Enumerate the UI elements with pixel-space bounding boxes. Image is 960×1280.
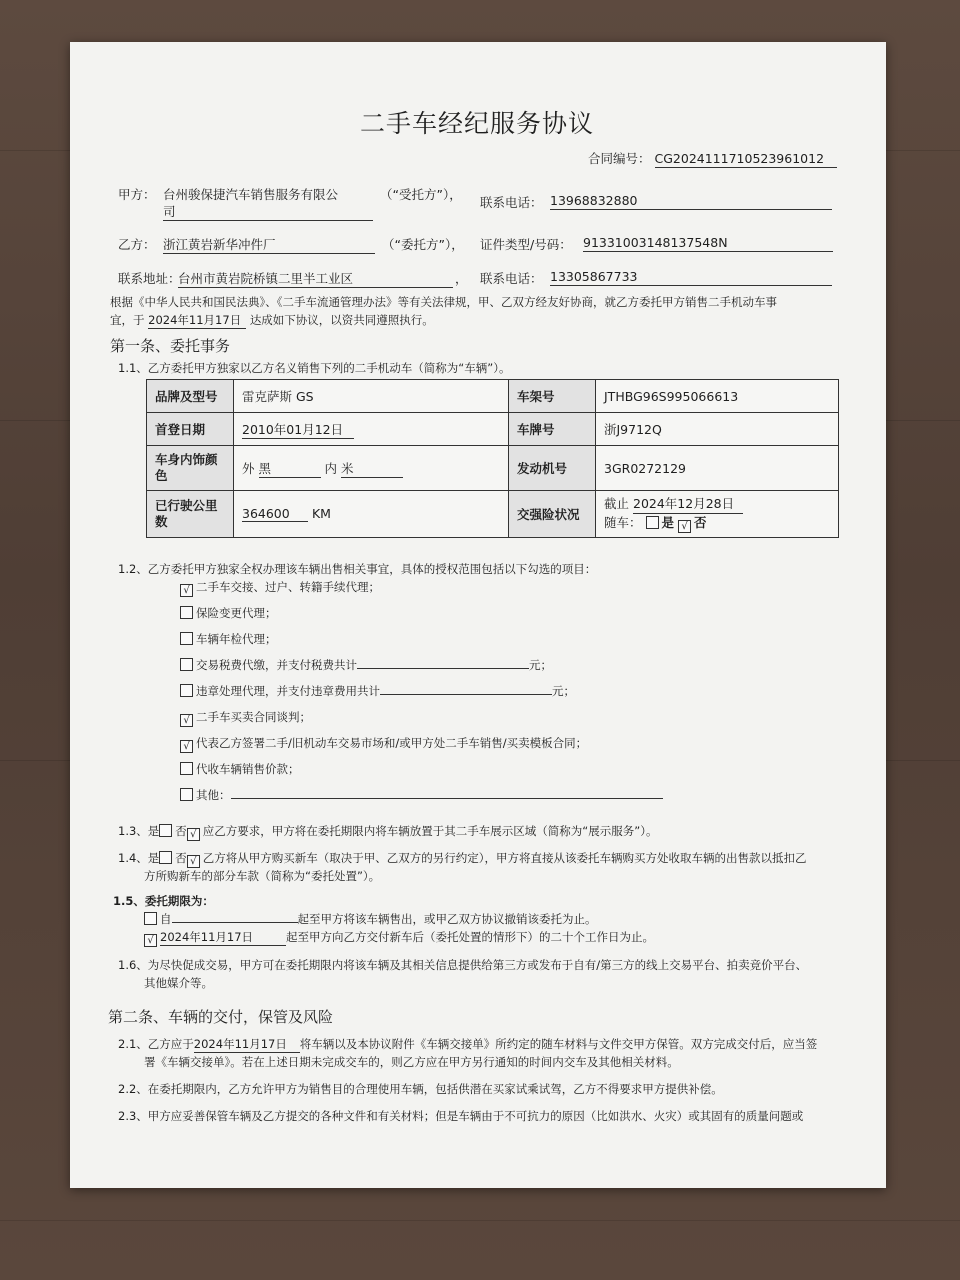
- party-b-role: （“委托方”），: [382, 237, 464, 252]
- item-checkbox[interactable]: √: [180, 714, 193, 727]
- list-item: 其他：: [180, 787, 663, 813]
- clause-1-4-yes-checkbox[interactable]: [159, 851, 172, 864]
- item-checkbox[interactable]: [180, 762, 193, 775]
- delivery-date: 2024年11月17日: [194, 1036, 300, 1053]
- item-checkbox[interactable]: [180, 632, 193, 645]
- contract-page: 二手车经纪服务协议 合同编号： CG2024111710523961012 甲方： 台州骏保捷汽车销售服务有限公 司 （“受托方”）， 联系电话： 13968832880 乙方： 浙江黄岩新华冲件厂 （“委托方”）， 证件类型/号码： 91331003148137548N 联系地址： 台州市黄岩院桥镇二里半工业区 ， 联系电话： 13305867733 根据《中华人民共和国民法典》、《二手车流通管理办法》等有关法律规，甲、乙双方经友好协商，就乙方委托甲方销售二手机动车事 宜，于 2024年11月17日 达成如下协议，以资共同遵照执行。 第一条、委托事务 1.1、乙方委托甲方独家以乙方名义销售下列的二手机动车（简称为“车辆”）。 品牌及型号 雷克萨斯 GS 车架号 JTHBG96S995066613 首登日期 2010年01月12日 车牌号 浙J9712Q 车身内饰颜色 外 黑 内 米 发动机号 3GR0272129 已行驶公里数 364600 KM 交强险状况 截止 2024年12月28日 随车： 是 √ 否 1.2、乙方委托甲方独家全权办理该车辆出售相关事宜，具体的授权范围包括以下勾选的项目： √ 二手车交接、过户、转籍手续代理； 保险变更代理； 车辆年检代理； 交易税费代缴，并支付税费共计 元； 违章处理代理，并支付违章费用共计 元； √ 二手车买卖合同谈判； √ 代表乙方签署二手/旧机动车交易市场和/或甲方处二手车销售/买卖模板合同； 代收车辆销售价款； 其他： 1.3、是 否 √ 应乙方要求，甲方将在委托期限内将车辆放置于其二手车展示区域（简称为“展示服务”）。 1.4、是 否 √ 乙方将从甲方购买新车（取决于甲、乙双方的另行约定），甲方将直接从该委托车辆购买方处收取车辆的出售款以抵扣乙 方所购新车的部分车款（简称为“委托处置”）。 1.5、委托期限为： 自 起至甲方将该车辆售出，或甲乙双方协议撤销该委托为止。 √ 2024年11月17日 起至甲方向乙方交付新车后（委托处置的情形下）的二十个工作日为止。 1.6、为尽快促成交易，甲方可在委托期限内将该车辆及其相关信息提供给第三方或发布于自有/第三方的线上交易平台、拍卖竞价平台、 其他媒介等。 第二条、车辆的交付，保管及风险 2.1、乙方应于2024年11月17日 将车辆以及本协议附件《车辆交接单》所约定的随车材料与文件交甲方保管。双方完成交付后，应当签 署《车辆交接单》。若在上述日期未完成交车的，则乙方应在甲方另行通知的时间内交车及其他相关材料。 2.2、在委托期限内，乙方允许甲方为销售目的合理使用车辆，包括供潜在买家试乘试驾，乙方不得要求甲方提供补偿。 2.3、甲方应妥善保管车辆及乙方提交的各种文件和有关材料；但是车辆由于不可抗力的原因（比如洪水、火灾）或其固有的质量问题或: [70, 42, 886, 1188]
- clause-1-5-title: 1.5、委托期限为：: [113, 894, 214, 908]
- clause-1-4-no-checkbox[interactable]: √: [187, 855, 200, 868]
- item-checkbox[interactable]: [180, 788, 193, 801]
- engine-value: 3GR0272129: [596, 446, 839, 491]
- address-label: 联系地址：: [118, 271, 181, 286]
- party-a-phone: 13968832880: [550, 192, 832, 210]
- clause-1-4: 1.4、是 否 √ 乙方将从甲方购买新车（取决于甲、乙双方的另行约定），甲方将直接从该委托车辆购买方处收取车辆的出售款以抵扣乙: [118, 851, 807, 867]
- table-row: 首登日期 2010年01月12日 车牌号 浙J9712Q: [147, 413, 839, 446]
- list-item: √ 二手车买卖合同谈判；: [180, 709, 663, 735]
- party-a-role: （“受托方”），: [380, 187, 462, 202]
- intro-line-2: 宜，于 2024年11月17日 达成如下协议，以资共同遵照执行。: [110, 313, 434, 327]
- reg-date-value: 2010年01月12日: [242, 420, 354, 439]
- article-1-title: 第一条、委托事务: [110, 337, 231, 355]
- clause-1-6: 1.6、为尽快促成交易，甲方可在委托期限内将该车辆及其相关信息提供给第三方或发布于自有/第三方的线上交易平台、拍卖竞价平台、: [118, 958, 808, 972]
- plate-value: 浙J9712Q: [596, 413, 839, 446]
- list-item: 交易税费代缴，并支付税费共计 元；: [180, 657, 663, 683]
- list-item: 车辆年检代理；: [180, 631, 663, 657]
- interior-color: 米: [341, 459, 403, 478]
- item-checkbox[interactable]: [180, 606, 193, 619]
- clause-2-1: 2.1、乙方应于2024年11月17日 将车辆以及本协议附件《车辆交接单》所约定的随车材料与文件交甲方保管。双方完成交付后，应当签: [118, 1037, 818, 1051]
- clause-1-1: 1.1、乙方委托甲方独家以乙方名义销售下列的二手机动车（简称为“车辆”）。: [118, 361, 511, 375]
- party-b-name: 浙江黄岩新华冲件厂: [163, 236, 375, 254]
- clause-1-6-cont: 其他媒介等。: [144, 976, 213, 990]
- checkbox-yes[interactable]: [646, 516, 659, 529]
- clause-1-4-cont: 方所购新车的部分车款（简称为“委托处置”）。: [144, 869, 381, 883]
- clause-1-2: 1.2、乙方委托甲方独家全权办理该车辆出售相关事宜，具体的授权范围包括以下勾选的项目：: [118, 562, 597, 576]
- party-b-address: 台州市黄岩院桥镇二里半工业区: [178, 270, 453, 288]
- term-start-date: 2024年11月17日: [160, 929, 286, 946]
- list-item: 保险变更代理；: [180, 605, 663, 631]
- party-b-phone-label: 联系电话：: [480, 271, 543, 286]
- table-row: 车身内饰颜色 外 黑 内 米 发动机号 3GR0272129: [147, 446, 839, 491]
- clause-1-5-option-b: √ 2024年11月17日 起至甲方向乙方交付新车后（委托处置的情形下）的二十个工作日为止。: [144, 929, 654, 947]
- party-b-phone: 13305867733: [550, 268, 832, 286]
- list-item: √ 代表乙方签署二手/旧机动车交易市场和/或甲方处二手车销售/买卖模板合同；: [180, 735, 663, 761]
- checkbox-no[interactable]: √: [678, 520, 691, 533]
- party-a-label: 甲方：: [118, 187, 156, 202]
- document-title: 二手车经纪服务协议: [360, 109, 595, 138]
- clause-2-3: 2.3、甲方应妥善保管车辆及乙方提交的各种文件和有关材料；但是车辆由于不可抗力的原因（比如洪水、火灾）或其固有的质量问题或: [118, 1109, 804, 1123]
- vin-value: JTHBG96S995066613: [596, 380, 839, 413]
- vehicle-info-table: [146, 379, 839, 538]
- item-checkbox[interactable]: [180, 684, 193, 697]
- table-row: 已行驶公里数 364600 KM 交强险状况 截止 2024年12月28日 随车： 是 √ 否: [147, 491, 839, 538]
- clause-2-2: 2.2、在委托期限内，乙方允许甲方为销售目的合理使用车辆，包括供潜在买家试乘试驾，乙方不得要求甲方提供补偿。: [118, 1082, 723, 1096]
- party-b-label: 乙方：: [118, 237, 156, 252]
- term-option-a-checkbox[interactable]: [144, 912, 157, 925]
- contract-number-row: 合同编号： CG2024111710523961012: [588, 150, 837, 168]
- contract-number: CG2024111710523961012: [655, 150, 837, 168]
- item-checkbox[interactable]: √: [180, 740, 193, 753]
- clause-1-3: 1.3、是 否 √ 应乙方要求，甲方将在委托期限内将车辆放置于其二手车展示区域（简称为“展示服务”）。: [118, 824, 658, 840]
- party-a-phone-label: 联系电话：: [480, 195, 543, 210]
- auth-item-list: [180, 579, 663, 813]
- list-item: √ 二手车交接、过户、转籍手续代理；: [180, 579, 663, 605]
- party-b-id: 91331003148137548N: [583, 234, 833, 252]
- item-checkbox[interactable]: √: [180, 584, 193, 597]
- list-item: 违章处理代理，并支付违章费用共计 元；: [180, 683, 663, 709]
- clause-1-5-option-a: 自 起至甲方将该车辆售出，或甲乙双方协议撤销该委托为止。: [144, 911, 597, 927]
- brand-value: 雷克萨斯 GS: [234, 380, 509, 413]
- article-2-title: 第二条、车辆的交付，保管及风险: [108, 1008, 334, 1026]
- exterior-color: 黑: [259, 459, 321, 478]
- item-checkbox[interactable]: [180, 658, 193, 671]
- mileage-value: 364600: [242, 506, 308, 522]
- term-option-b-checkbox[interactable]: √: [144, 934, 157, 947]
- clause-1-3-yes-checkbox[interactable]: [159, 824, 172, 837]
- clause-2-1-cont: 署《车辆交接单》。若在上述日期未完成交车的，则乙方应在甲方另行通知的时间内交车及其他相关材料。: [144, 1055, 679, 1069]
- list-item: 代收车辆销售价款；: [180, 761, 663, 787]
- intro-date: 2024年11月17日: [148, 312, 246, 329]
- table-row: 品牌及型号 雷克萨斯 GS 车架号 JTHBG96S995066613: [147, 380, 839, 413]
- party-a-name: 台州骏保捷汽车销售服务有限公: [163, 187, 339, 202]
- party-a-name-cont: 司: [163, 203, 373, 221]
- clause-1-3-no-checkbox[interactable]: √: [187, 828, 200, 841]
- party-b-id-label: 证件类型/号码：: [480, 237, 572, 252]
- insurance-expiry: 2024年12月28日: [633, 495, 743, 514]
- intro-line-1: 根据《中华人民共和国民法典》、《二手车流通管理办法》等有关法律规，甲、乙双方经友好协商，就乙方委托甲方销售二手机动车事: [110, 295, 777, 309]
